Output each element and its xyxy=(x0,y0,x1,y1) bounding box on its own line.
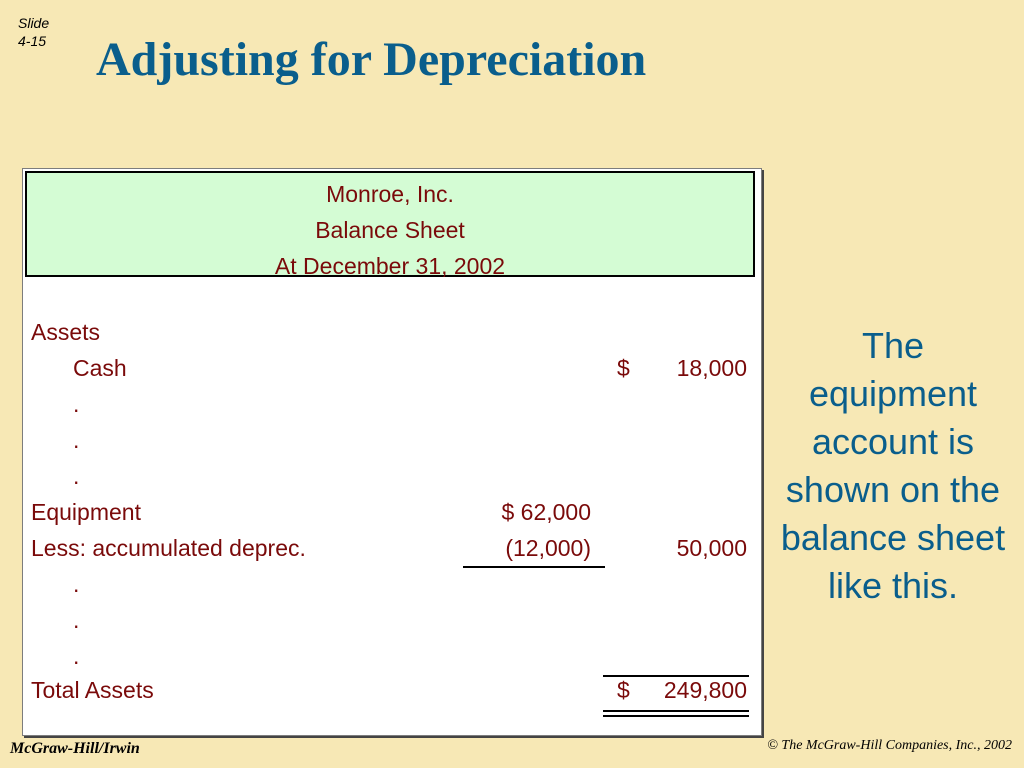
ellipsis-row xyxy=(23,607,761,643)
ellipsis-row xyxy=(23,643,761,679)
slide-number xyxy=(18,14,49,50)
assets-heading: Assets xyxy=(31,319,101,345)
balance-sheet xyxy=(22,168,762,736)
cash-amount: 18,000 xyxy=(676,355,747,381)
ellipsis-dot: . xyxy=(73,571,80,597)
ellipsis-row xyxy=(23,391,761,427)
slide-label: Slide xyxy=(18,15,50,31)
total-double-underline xyxy=(603,710,749,712)
net-equipment-amount: 50,000 xyxy=(676,535,747,561)
equipment-row xyxy=(23,499,761,535)
total-assets-amount: 249,800 xyxy=(663,677,747,703)
total-double-underline xyxy=(603,715,749,717)
balance-sheet-header xyxy=(25,171,755,277)
accum-deprec-label: Less: accumulated deprec. xyxy=(31,535,306,561)
statement-name: Balance Sheet xyxy=(315,217,465,243)
equipment-amount: $ 62,000 xyxy=(501,499,591,525)
copyright-footer: © The McGraw-Hill Companies, Inc., 2002 xyxy=(767,738,1012,753)
cash-dollar-sign: $ xyxy=(617,355,630,381)
slide-index: 4-15 xyxy=(18,33,47,49)
ellipsis-row xyxy=(23,427,761,463)
slide-title: Adjusting for Depreciation xyxy=(96,33,647,86)
cash-label: Cash xyxy=(73,355,127,381)
assets-row xyxy=(23,319,761,355)
accum-deprec-row xyxy=(23,535,761,571)
subtotal-underline xyxy=(463,566,605,568)
ellipsis-dot: . xyxy=(73,391,80,417)
total-assets-row xyxy=(23,677,761,713)
ellipsis-dot: . xyxy=(73,427,80,453)
accum-deprec-amount: (12,000) xyxy=(505,535,591,561)
cash-row xyxy=(23,355,761,391)
publisher-footer: McGraw-Hill/Irwin xyxy=(10,740,140,757)
ellipsis-dot: . xyxy=(73,607,80,633)
ellipsis-row xyxy=(23,463,761,499)
callout-text: The equipment account is shown on the balance sheet like this. xyxy=(780,325,1006,606)
equipment-label: Equipment xyxy=(31,499,141,525)
total-assets-label: Total Assets xyxy=(31,677,154,703)
ellipsis-dot: . xyxy=(73,643,80,669)
company-name: Monroe, Inc. xyxy=(326,181,454,207)
ellipsis-dot: . xyxy=(73,463,80,489)
total-dollar-sign: $ xyxy=(617,677,630,703)
statement-date: At December 31, 2002 xyxy=(274,253,506,279)
ellipsis-row xyxy=(23,571,761,607)
